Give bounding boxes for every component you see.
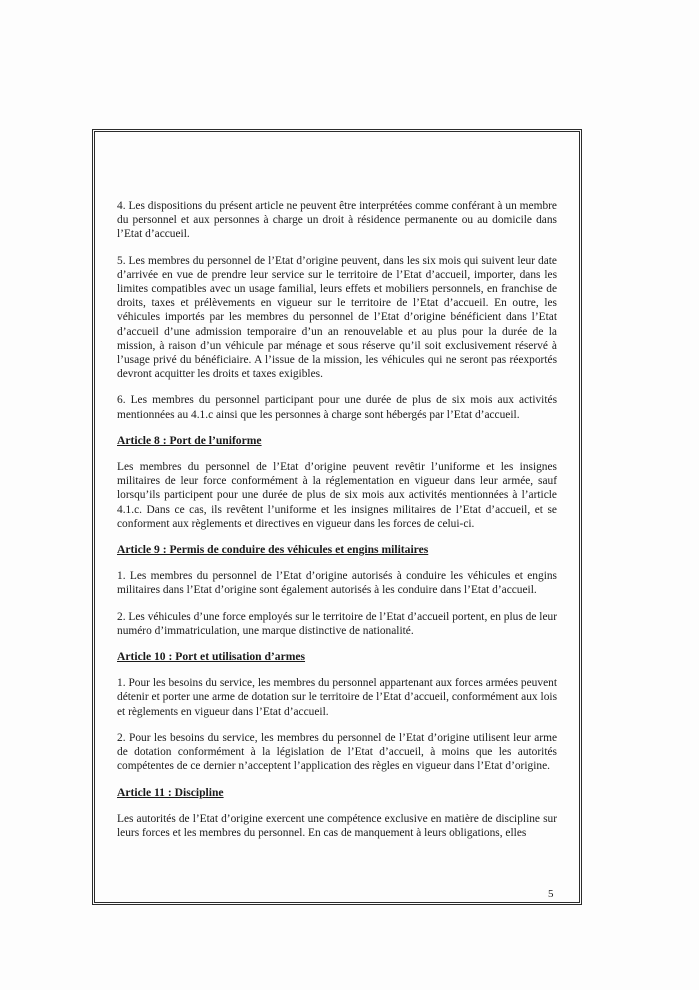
document-body [117, 199, 557, 852]
article-11-heading: Article 11 : Discipline [117, 785, 224, 799]
article-10-paragraph-2: 2. Pour les besoins du service, les membres du personnel de l’Etat d’origine utilisent leur arme de dotation conformément à la législation de l’Etat d’accueil, à moins que les autorités compétentes de ce dernier n’acceptent l’application des règles en vigueur dans l’Etat d’origine. [117, 731, 557, 773]
article-10-heading: Article 10 : Port et utilisation d’armes [117, 650, 306, 664]
paragraph-4: 4. Les dispositions du présent article ne peuvent être interprétées comme conférant à un membre du personnel et aux personnes à charge un droit à résidence permanente ou au domicile dans l’Etat d’accueil. [117, 200, 557, 241]
paragraph-6: 6. Les membres du personnel participant pour une durée de plus de six mois aux activités mentionnées au 4.1.c ainsi que les personnes à charge sont hébergés par l’Etat d’accueil. [117, 394, 557, 421]
article-10-paragraph-1: 1. Pour les besoins du service, les membres du personnel appartenant aux forces armées peuvent détenir et porter une arme de dotation sur le territoire de l’Etat d’accueil, conformément aux lois et règlements en vigueur dans l’Etat d’accueil. [117, 677, 557, 718]
article-9-paragraph-1: 1. Les membres du personnel de l’Etat d’origine autorisés à conduire les véhicules et engins militaires dans l’Etat d’origine sont également autorisés à les conduire dans l’Etat d’accueil. [117, 570, 557, 597]
paragraph-5: 5. Les membres du personnel de l’Etat d’origine peuvent, dans les six mois qui suivent leur date d’arrivée en vue de prendre leur service sur le territoire de l’Etat d’accueil, importer, dans les limites compatibles avec un usage familial, leurs effets et mobiliers personnels, en franchise de droits, taxes et prélèvements en vigueur sur le territoire de l’Etat d’accueil. En outre, les véhicules importés par les membres du personnel de l’Etat d’origine bénéficient dans l’Etat d’accueil d’une admission temporaire d’un an renouvelable et au plus pour la durée de la mission, à raison d’un véhicule par ménage et sous réserve qu’il soit exclusivement réservé à l’usage privé du bénéficiaire. A l’issue de la mission, les véhicules qui ne seront pas réexportés devront acquitter les droits et taxes exigibles. [117, 254, 557, 381]
page-number: 5 [548, 888, 554, 900]
article-9-heading: Article 9 : Permis de conduire des véhicules et engins militaires [117, 543, 429, 557]
article-8-text: Les membres du personnel de l’Etat d’origine peuvent revêtir l’uniforme et les insignes militaires de leur force conformément à la réglementation en vigueur dans leur armée, sauf lorsqu’ils participent pour une durée de plus de six mois aux activités mentionnées à l’article 4.1.c. Dans ce cas, ils revêtent l’uniforme et les insignes militaires de l’Etat d’accueil, et se conforment aux règlements et directives en vigueur dans les forces de celui-ci. [117, 461, 557, 530]
article-11-text: Les autorités de l’Etat d’origine exercent une compétence exclusive en matière de discipline sur leurs forces et les membres du personnel. En cas de manquement à leurs obligations, elles [117, 812, 557, 839]
article-8-heading: Article 8 : Port de l’uniforme [117, 433, 262, 447]
article-9-paragraph-2: 2. Les véhicules d’une force employés sur le territoire de l’Etat d’accueil portent, en plus de leur numéro d’immatriculation, une marque distinctive de nationalité. [117, 610, 557, 637]
